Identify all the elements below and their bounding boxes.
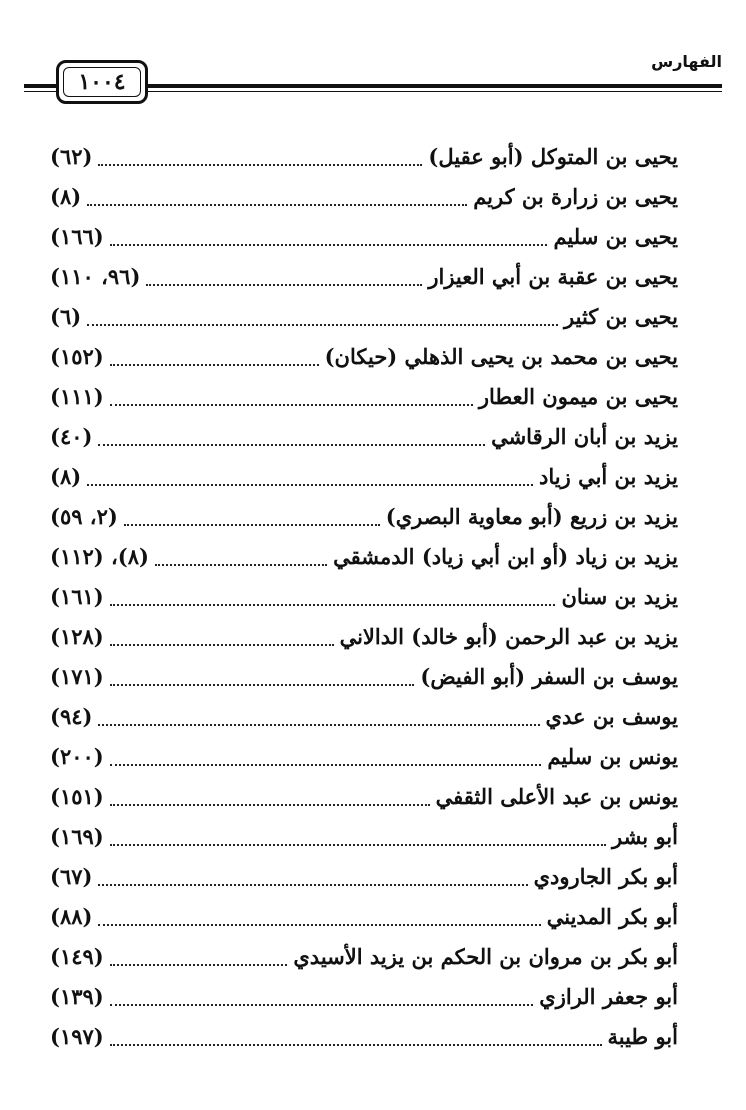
dot-leader [110, 604, 556, 606]
dot-leader [98, 444, 485, 446]
dot-leader [110, 804, 430, 806]
entry-name: يونس بن سليم [547, 744, 678, 769]
index-entry [50, 857, 678, 897]
dot-leader [110, 1004, 534, 1006]
dot-leader [98, 924, 540, 926]
entry-name: يزيد بن زريع (أبو معاوية البصري) [385, 504, 678, 529]
dot-leader [110, 844, 606, 846]
index-entry [50, 977, 678, 1017]
dot-leader [110, 244, 548, 246]
index-entry [50, 817, 678, 857]
entry-page-refs: (٩٦، ١١٠) [50, 264, 141, 289]
entry-page-refs: (١٥١) [50, 784, 104, 809]
entry-name: يحيى بن زرارة بن كريم [473, 184, 678, 209]
page-header [24, 40, 722, 110]
entry-name: أبو بكر الجارودي [533, 864, 678, 889]
entry-page-refs: (١٧١) [50, 664, 104, 689]
dot-leader [110, 364, 319, 366]
index-entry [50, 257, 678, 297]
entry-name: أبو بكر بن مروان بن الحكم بن يزيد الأسيدي [293, 944, 678, 969]
index-entry [50, 937, 678, 977]
index-entry [50, 537, 678, 577]
entry-page-refs: (٢٠٠) [50, 744, 104, 769]
index-entry [50, 297, 678, 337]
index-entry [50, 1017, 678, 1057]
entry-page-refs: (٦٧) [50, 864, 93, 889]
index-entry [50, 497, 678, 537]
index-entry [50, 737, 678, 777]
entry-page-refs: (٢، ٥٩) [50, 504, 118, 529]
entry-name: أبو طيبة [607, 1024, 678, 1049]
entry-page-refs: (١٦٩) [50, 824, 104, 849]
entry-page-refs: (١٢٨) [50, 624, 104, 649]
entry-page-refs: (٦) [50, 304, 82, 329]
entry-name: يزيد بن عبد الرحمن (أبو خالد) الدالاني [339, 624, 678, 649]
entry-page-refs: (١٦٦) [50, 224, 104, 249]
entry-name: أبو بكر المديني [546, 904, 678, 929]
dot-leader [98, 884, 527, 886]
entry-name: يزيد بن أبي زياد [539, 464, 678, 489]
entry-name: يحيى بن ميمون العطار [478, 384, 678, 409]
dot-leader [146, 284, 422, 286]
dot-leader [110, 1044, 602, 1046]
page-number: ١٠٠٤ [78, 69, 126, 95]
entry-page-refs: (٨)، (١١٢) [50, 544, 149, 569]
entry-name: يحيى بن المتوكل (أبو عقيل) [428, 144, 678, 169]
entry-name: يوسف بن السفر (أبو الفيض) [420, 664, 678, 689]
dot-leader [124, 524, 380, 526]
index-entry [50, 337, 678, 377]
entry-name: يحيى بن عقبة بن أبي العيزار [428, 264, 678, 289]
entry-page-refs: (١٤٩) [50, 944, 104, 969]
index-entry [50, 457, 678, 497]
dot-leader [110, 644, 334, 646]
index-entry [50, 137, 678, 177]
page-number-frame [56, 60, 148, 104]
section-title: الفهارس [651, 52, 722, 71]
index-entry [50, 177, 678, 217]
index-entry [50, 697, 678, 737]
index-entry [50, 577, 678, 617]
dot-leader [110, 964, 288, 966]
entry-page-refs: (٨٨) [50, 904, 93, 929]
entry-page-refs: (١٩٧) [50, 1024, 104, 1049]
entry-page-refs: (٨) [50, 464, 82, 489]
entry-page-refs: (١٦١) [50, 584, 104, 609]
dot-leader [155, 564, 327, 566]
entry-name: يزيد بن سنان [561, 584, 678, 609]
entry-name: يزيد بن زياد (أو ابن أبي زياد) الدمشقي [333, 544, 678, 569]
entry-name: أبو جعفر الرازي [539, 984, 678, 1009]
dot-leader [87, 324, 558, 326]
entry-page-refs: (١٥٢) [50, 344, 104, 369]
index-entry [50, 377, 678, 417]
entry-name: أبو بشر [611, 824, 678, 849]
dot-leader [87, 204, 467, 206]
entry-name: يزيد بن أبان الرقاشي [491, 424, 678, 449]
dot-leader [110, 684, 415, 686]
entry-page-refs: (١٣٩) [50, 984, 104, 1009]
entry-name: يحيى بن سليم [553, 224, 678, 249]
dot-leader [110, 764, 542, 766]
entry-page-refs: (٩٤) [50, 704, 93, 729]
entry-page-refs: (٦٢) [50, 144, 93, 169]
entry-name: يونس بن عبد الأعلى الثقفي [435, 784, 678, 809]
index-entry [50, 617, 678, 657]
index-entry [50, 657, 678, 697]
dot-leader [87, 484, 533, 486]
index-entry [50, 777, 678, 817]
entry-page-refs: (١١١) [50, 384, 104, 409]
dot-leader [98, 724, 539, 726]
index-list [50, 137, 678, 1057]
dot-leader [98, 164, 422, 166]
index-entry [50, 897, 678, 937]
index-entry [50, 417, 678, 457]
entry-name: يوسف بن عدي [545, 704, 678, 729]
index-entry [50, 217, 678, 257]
entry-name: يحيى بن محمد بن يحيى الذهلي (حيكان) [324, 344, 678, 369]
entry-page-refs: (٨) [50, 184, 82, 209]
dot-leader [110, 404, 473, 406]
entry-page-refs: (٤٠) [50, 424, 93, 449]
entry-name: يحيى بن كثير [564, 304, 678, 329]
